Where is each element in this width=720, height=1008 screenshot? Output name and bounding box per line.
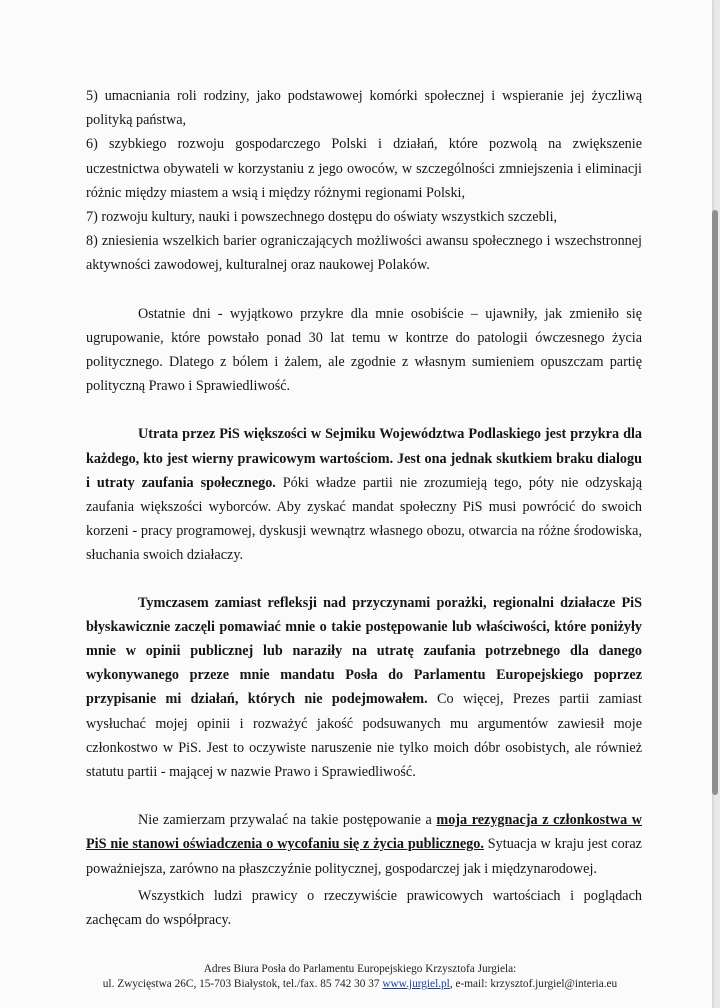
paragraph-public-life-emphasis: moja rezygnacja z członkostwa w PiS nie stanowi oświadczenia o wycofaniu się z życia publicznego. — [86, 812, 643, 853]
office-address-footer — [60, 962, 660, 992]
paragraph-sejmik-bold: Utrata przez PiS większości w Sejmiku Województwa Podlaskiego jest przykra dla każdego, kto jest wierny prawicowym wartościom. Jest ona jednak skutkiem braku dialogu i utraty zaufania społecznego. — [86, 426, 642, 491]
paragraph-public-life-lead: Nie zamierzam przywalać na takie postępowanie a — [138, 812, 437, 829]
paragraph-accusations — [86, 591, 642, 785]
paragraph-resignation: Ostatnie dni - wyjątkowo przykre dla mnie osobiście – ujawniły, jak zmieniło się ugrupowanie, które powstało ponad 30 lat temu w kontrze do patologii ówczesnego życia politycznego. Dlatego z bólem i żalem, ale zgodnie z własnym sumieniem opuszczam partię polityczną Prawo i Sprawiedliwość. — [86, 305, 642, 395]
paragraph-public-life — [86, 808, 642, 881]
email-address: krzysztof.jurgiel@interia.eu — [490, 978, 618, 990]
paragraph-accusations-bold: Tymczasem zamiast refleksji nad przyczynami porażki, regionalni działacze PiS błyskawicznie zaczęli pomawiać mnie o takie postępowanie lub właściwości, które poniżyły mnie w opinii publicznej lub naraziły na utratę zaufania potrzebnego dla danego wykonywanego przeze mnie mandatu Posła do Parlamentu Europejskiego poprzez przypisanie mi działań, których nie podejmowałem. — [86, 594, 642, 708]
list-item: 7) rozwoju kultury, nauki i powszechnego dostępu do oświaty wszystkich szczebli, — [86, 209, 558, 226]
list-item: 6) szybkiego rozwoju gospodarczego Polski i działań, które pozwolą na zwiększenie uczestnictwa obywateli w korzystaniu z jego owoców, w szczególności zmniejszenia i eliminacji różnic między miastem a wsią i między różnymi regionami Polski, — [86, 136, 642, 201]
paragraph-accusations-text: Co więcej, Prezes partii zamiast wysłuchać mojej opinii i rozważyć jakość podsuwanych mu argumentów zawiesił moje członkostwo w PiS. Jest to oczywiste naruszenie nie tylko moich dóbr osobistych, ale również statutu partii - mającej w nazwie Prawo i Sprawiedliwość. — [86, 691, 642, 781]
paragraph-invitation: Wszystkich ludzi prawicy o rzeczywiście prawicowych wartościach i poglądach zachęcam do współpracy. — [86, 887, 642, 929]
footer-address: ul. Zwycięstwa 26C, 15-703 Białystok, tel./fax. 85 742 30 37 — [102, 978, 380, 990]
footer-title: Adres Biura Posła do Parlamentu Europejskiego Krzysztofa Jurgiela: — [203, 963, 517, 975]
letter-body — [86, 84, 642, 932]
email-label: , e-mail: — [449, 978, 488, 990]
paragraph-public-life-tail: Sytuacja w kraju jest coraz poważniejsza, zarówno na płaszczyźnie politycznej, gospodarczej jak i międzynarodowej. — [86, 836, 642, 877]
list-item: 5) umacniania roli rodziny, jako podstawowej komórki społecznej i wspieranie jej życzliwą polityką państwa, — [86, 88, 642, 129]
list-item: 8) zniesienia wszelkich barier ograniczających możliwości awansu społecznego i wszechstronnej aktywności zawodowej, kulturalnej oraz naukowej Polaków. — [86, 233, 642, 274]
paragraph-sejmik — [86, 422, 642, 567]
scrollbar-thumb[interactable] — [712, 210, 718, 795]
footer-contact-line — [60, 977, 660, 992]
paragraph-sejmik-text: Póki władze partii nie zrozumieją tego, póty nie odzyskają zaufania większości wyborców. Aby zyskać mandat społeczny PiS musi powrócić do swoich korzeni - pracy programowej, dyskusji wewnątrz własnego obozu, otwarcia na różne środowiska, słuchania swoich działaczy. — [86, 474, 642, 564]
website-link[interactable]: www.jurgiel.pl — [382, 978, 450, 990]
